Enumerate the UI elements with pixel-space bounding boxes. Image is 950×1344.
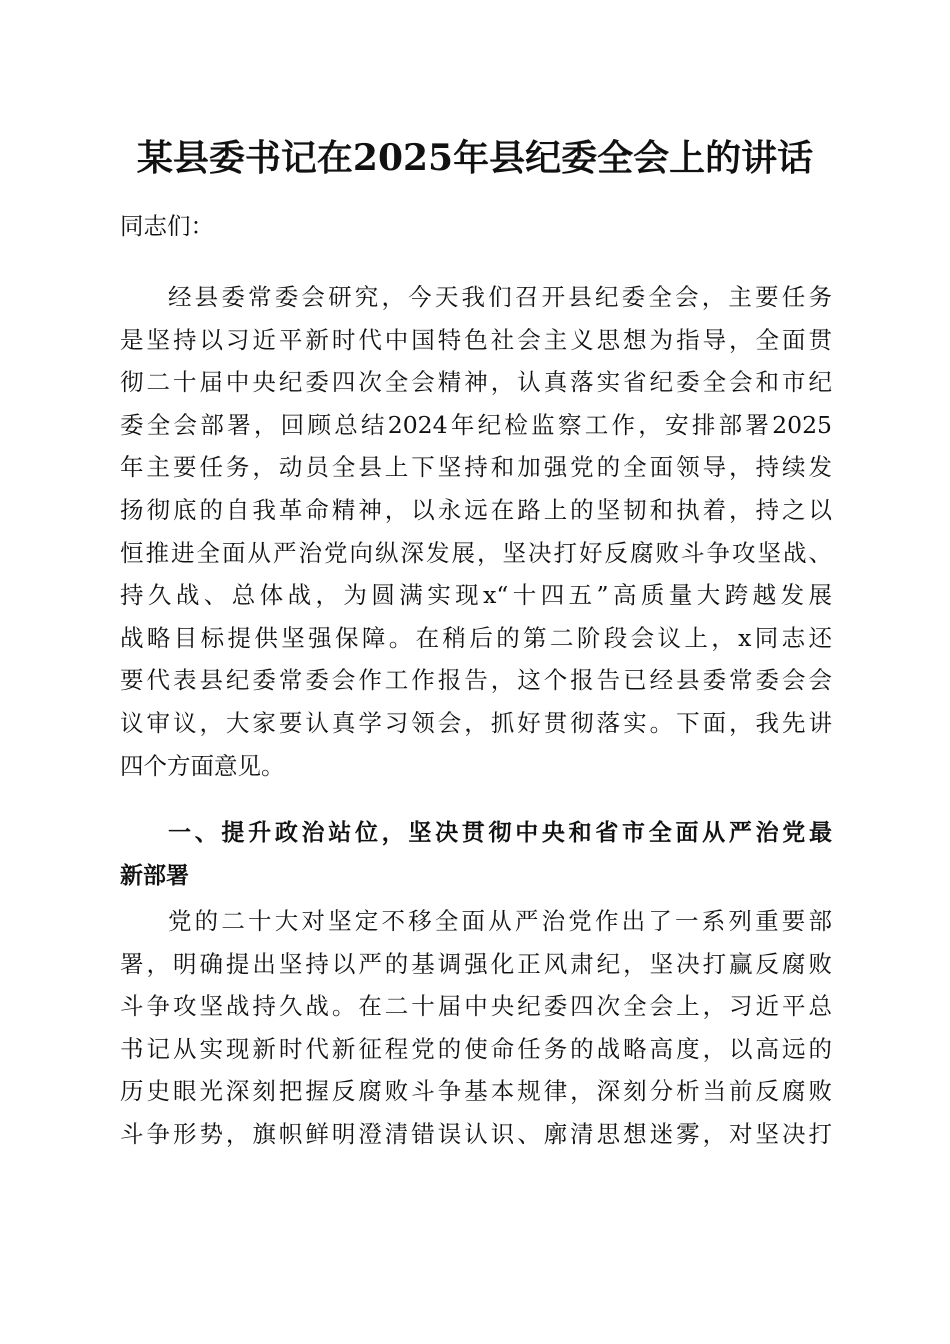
paragraph-1-line: 扬彻底的自我革命精神，以永远在路上的坚韧和执着，持之以 xyxy=(120,495,832,524)
section-heading-1 xyxy=(120,812,832,897)
paragraph-1-line: 要代表县纪委常委会作工作报告，这个报告已经县委常委会会 xyxy=(120,666,832,695)
section-heading-1-line: 新部署 xyxy=(120,862,189,889)
paragraph-1-line: 经县委常委会研究，今天我们召开县纪委全会，主要任务 xyxy=(168,283,832,311)
paragraph-2-line: 书记从实现新时代新征程党的使命任务的战略高度，以高远的 xyxy=(120,1034,832,1063)
document-title: 某县委书记在2025年县纪委全会上的讲话 xyxy=(136,137,814,179)
paragraph-1-line: 议审议，大家要认真学习领会，抓好贯彻落实。下面，我先讲 xyxy=(120,708,832,737)
paragraph-2-line: 斗争攻坚战持久战。在二十届中央纪委四次全会上，习近平总 xyxy=(120,992,832,1021)
paragraph-2-line: 署，明确提出坚持以严的基调强化正风肃纪，坚决打赢反腐败 xyxy=(120,949,832,978)
paragraph-1-line: 年主要任务，动员全县上下坚持和加强党的全面领导，持续发 xyxy=(120,453,832,482)
paragraph-1-line: 战略目标提供坚强保障。在稍后的第二阶段会议上，x同志还 xyxy=(120,623,832,652)
paragraph-1-line: 是坚持以习近平新时代中国特色社会主义思想为指导，全面贯 xyxy=(120,325,832,354)
paragraph-1-line: 四个方面意见。 xyxy=(120,751,285,780)
paragraph-1 xyxy=(120,276,832,787)
paragraph-2-line: 党的二十大对坚定不移全面从严治党作出了一系列重要部 xyxy=(168,907,832,935)
paragraph-1-line: 彻二十届中央纪委四次全会精神，认真落实省纪委全会和市纪 xyxy=(120,368,832,397)
paragraph-1-line: 持久战、总体战，为圆满实现x“十四五”高质量大跨越发展 xyxy=(120,581,832,610)
paragraph-2-line: 斗争形势，旗帜鲜明澄清错误认识、廓清思想迷雾，对坚决打 xyxy=(120,1119,832,1148)
paragraph-2 xyxy=(120,900,832,1156)
paragraph-1-line: 恒推进全面从严治党向纵深发展，坚决打好反腐败斗争攻坚战、 xyxy=(120,538,832,567)
paragraph-2-line: 历史眼光深刻把握反腐败斗争基本规律，深刻分析当前反腐败 xyxy=(120,1077,832,1106)
paragraph-1-line: 委全会部署，回顾总结2024年纪检监察工作，安排部署2025 xyxy=(120,410,832,439)
section-heading-1-line: 一、提升政治站位，坚决贯彻中央和省市全面从严治党最 xyxy=(168,820,832,846)
salutation: 同志们： xyxy=(120,212,214,240)
